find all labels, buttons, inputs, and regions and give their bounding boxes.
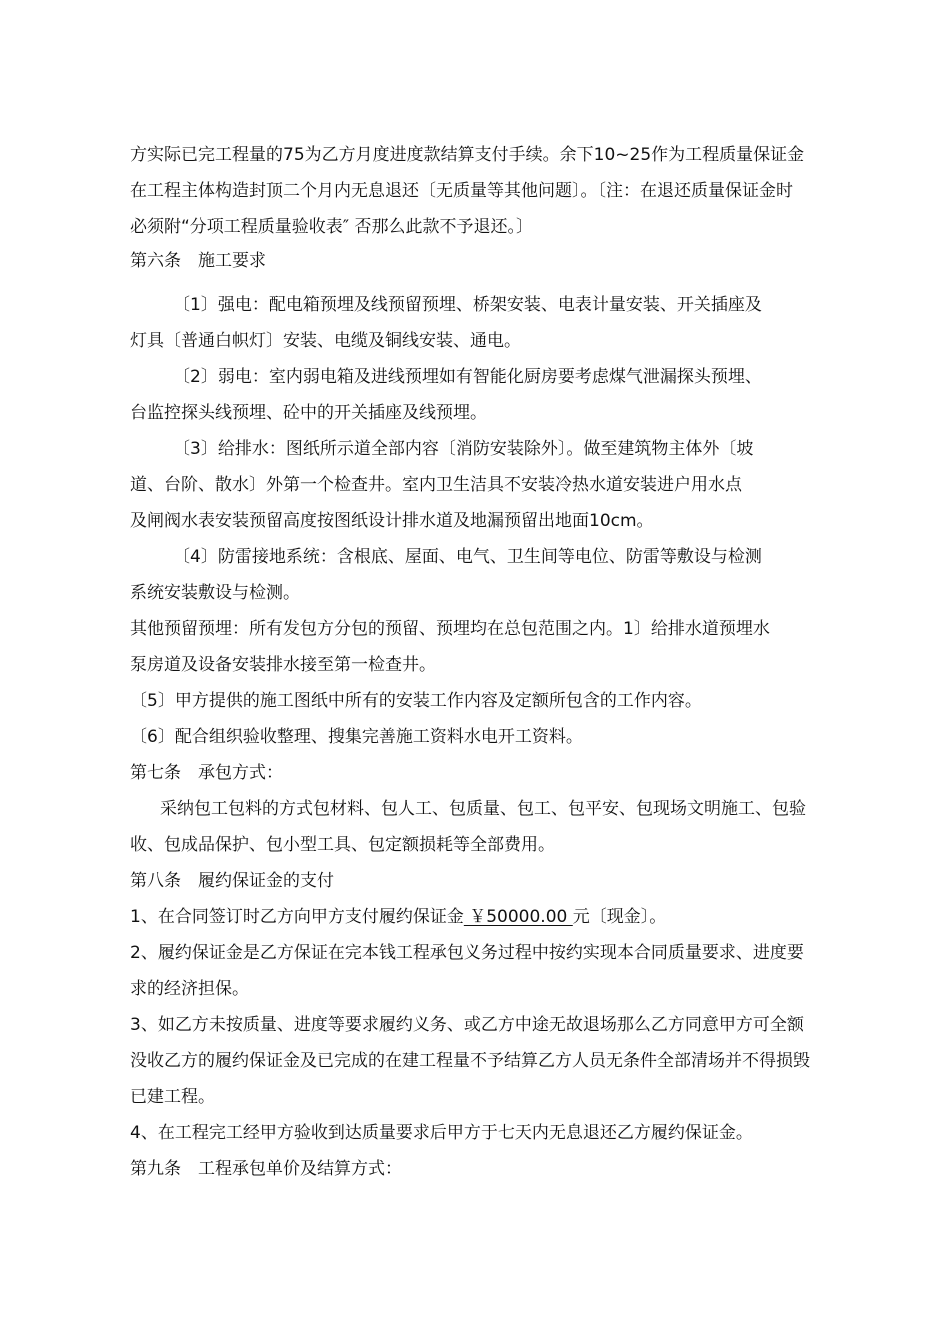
- text-line: 采纳包工包料的方式包材料、包人工、包质量、包工、包平安、包现场文明施工、包验: [160, 799, 806, 819]
- item-strong-current: [130, 287, 840, 359]
- text-line: 〔4〕防雷接地系统：含根底、屋面、电气、卫生间等电位、防雷等敷设与检测: [173, 547, 762, 567]
- article-9-heading: 第九条 工程承包单价及结算方式：: [130, 1159, 402, 1179]
- item-5: 〔5〕甲方提供的施工图纸中所有的安装工作内容及定额所包含的工作内容。: [130, 691, 702, 711]
- text-line: 及闸阀水表安装预留高度按图纸设计排水道及地漏预留出地面10cm。: [130, 511, 654, 531]
- text-line: 没收乙方的履约保证金及已完成的在建工程量不予结算乙方人员无条件全部清场并不得损毁: [130, 1051, 810, 1071]
- article-7-heading: 第七条 承包方式：: [130, 763, 283, 783]
- text-line: 2、履约保证金是乙方保证在完本钱工程承包义务过程中按约实现本合同质量要求、进度要: [130, 943, 804, 963]
- text-line: 泵房道及设备安装排水接至第一检查井。: [130, 655, 436, 675]
- item-lightning-grounding: [130, 539, 840, 611]
- deposit-amount: ￥50000.00: [463, 907, 573, 927]
- article-6-heading: 第六条 施工要求: [130, 251, 266, 271]
- text-line: 求的经济担保。: [130, 979, 249, 999]
- text-line: 〔3〕给排水：图纸所示道全部内容〔消防安装除外〕。做至建筑物主体外〔坡: [173, 439, 754, 459]
- clause-8-2: [130, 935, 840, 1007]
- text-line: 在工程主体构造封顶二个月内无息退还〔无质量等其他问题〕。〔注：在退还质量保证金时: [130, 181, 793, 201]
- text-line: 灯具〔普通白帜灯〕安装、电缆及铜线安装、通电。: [130, 331, 521, 351]
- clause-text: 1、在合同签订时乙方向甲方支付履约保证金: [130, 907, 464, 927]
- text-line: 〔2〕弱电：室内弱电箱及进线预埋如有智能化厨房要考虑煤气泄漏探头预埋、: [173, 367, 762, 387]
- document-body: [130, 137, 840, 1187]
- paragraph-payment-terms: [130, 137, 840, 245]
- clause-8-1: [130, 899, 840, 935]
- text-line: 其他预留预埋：所有发包方分包的预留、预埋均在总包范围之内。1〕给排水道预埋水: [130, 619, 770, 639]
- text-line: 〔1〕强电：配电箱预埋及线预留预埋、桥架安装、电表计量安装、开关插座及: [173, 295, 762, 315]
- item-6: 〔6〕配合组织验收整理、搜集完善施工资料水电开工资料。: [130, 727, 583, 747]
- paragraph-contract-mode: [130, 791, 840, 863]
- item-plumbing: [130, 431, 840, 539]
- text-line: 已建工程。: [130, 1087, 215, 1107]
- text-line: 收、包成品保护、包小型工具、包定额损耗等全部费用。: [130, 835, 555, 855]
- clause-8-3: [130, 1007, 840, 1115]
- item-weak-current: [130, 359, 840, 431]
- article-8-heading: 第八条 履约保证金的支付: [130, 871, 334, 891]
- text-line: 3、如乙方未按质量、进度等要求履约义务、或乙方中途无故退场那么乙方同意甲方可全额: [130, 1015, 804, 1035]
- paragraph-other-reserved: [130, 611, 840, 683]
- text-line: 必须附“分项工程质量验收表″ 否那么此款不予退还。〕: [130, 217, 534, 237]
- text-line: 台监控探头线预埋、砼中的开关插座及线预埋。: [130, 403, 487, 423]
- clause-8-4: 4、在工程完工经甲方验收到达质量要求后甲方于七天内无息退还乙方履约保证金。: [130, 1123, 753, 1143]
- text-line: 系统安装敷设与检测。: [130, 583, 300, 603]
- text-line: 方实际已完工程量的75为乙方月度进度款结算支付手续。余下10~25作为工程质量保证金: [130, 145, 805, 165]
- clause-text: 元〔现金〕。: [572, 907, 667, 927]
- text-line: 道、台阶、散水〕外第一个检查井。室内卫生洁具不安装冷热水道安装进户用水点: [130, 475, 742, 495]
